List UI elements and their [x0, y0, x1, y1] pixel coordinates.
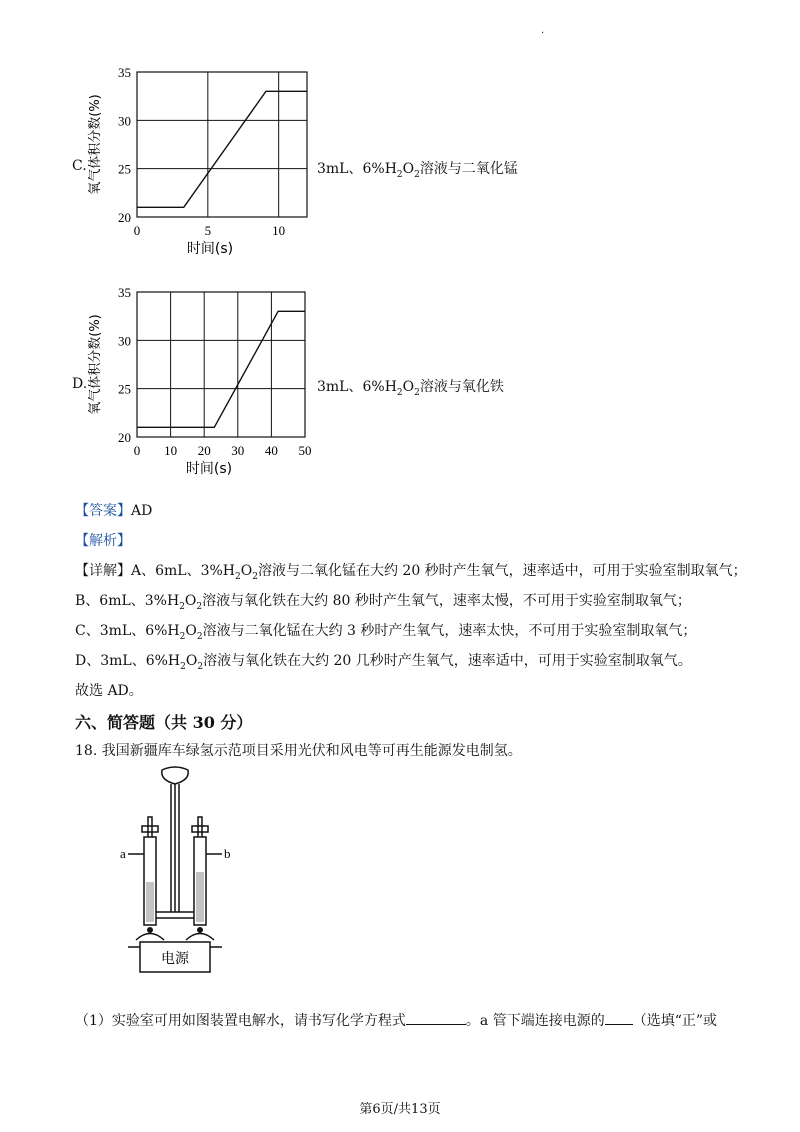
- chart-c-caption: 3mL、$6\%H_2O_2$溶液与二氧化锰: [317, 161, 518, 180]
- y-tick-label: 35: [118, 65, 131, 80]
- answer-label: 【答案】: [75, 503, 131, 519]
- plot-frame: [137, 72, 307, 217]
- analysis-label: 【解析】: [75, 533, 131, 549]
- question-18-1: （1）实验室可用如图装置电解水，请书写化学方程式 。a 管下端连接电源的 （选填“正”或: [75, 1013, 718, 1029]
- x-tick-label: 30: [231, 443, 245, 458]
- x-tick-label: 20: [197, 443, 211, 458]
- label-b: b: [224, 846, 231, 861]
- y-tick-label: 20: [118, 210, 131, 225]
- x-tick-label: 10: [164, 443, 178, 458]
- power-label: 电源: [161, 951, 189, 967]
- conclusion-line: 故选 AD。: [75, 683, 143, 699]
- series-line: [137, 91, 307, 207]
- x-tick-label: 40: [264, 443, 278, 458]
- detail-line-c: C、3mL、$6\%H_2O_2$溶液与二氧化锰在大约 3 秒时产生氧气，速率太快，不可用于实验室制取氧气；: [75, 623, 697, 642]
- section-title: 六、简答题（共 30 分）: [75, 713, 253, 732]
- x-tick-label: 0: [133, 443, 141, 458]
- y-tick-label: 30: [118, 333, 131, 349]
- reservoir-funnel: [162, 767, 188, 784]
- x-axis-label: 时间(s): [185, 461, 233, 477]
- x-axis-label: 时间(s): [186, 241, 234, 257]
- electrolysis-apparatus-figure: [118, 762, 248, 982]
- answer-line: [75, 500, 152, 520]
- page-footer: 第6页/共13页: [359, 1102, 441, 1117]
- option-c-label: C.: [72, 158, 87, 174]
- x-tick-label: 10: [272, 223, 286, 238]
- line-chart-option-c: [85, 60, 315, 255]
- y-axis-label: 氧气体积分数(%): [88, 94, 103, 195]
- electrode-blank[interactable]: [605, 1012, 633, 1025]
- detail-line-a: 【详解】A、6mL、$3\%H_2O_2$溶液与二氧化锰在大约 20 秒时产生氧气，速率适中，可用于实验室制取氧气；: [75, 563, 747, 582]
- detail-line-b: B、6mL、$3\%H_2O_2$溶液与氧化铁在大约 80 秒时产生氧气，速率太慢，不可用于实验室制取氧气；: [75, 593, 691, 612]
- answer-value: AD: [131, 503, 153, 519]
- chart-d-caption: 3mL、$6\%H_2O_2$溶液与氧化铁: [317, 379, 504, 398]
- x-tick-label: 0: [133, 223, 141, 238]
- x-tick-label: 5: [204, 223, 212, 238]
- option-d-label: D.: [72, 376, 88, 392]
- x-tick-label: 50: [298, 443, 312, 458]
- question-18: 18. 我国新疆库车绿氢示范项目采用光伏和风电等可再生能源发电制氢。: [75, 743, 522, 759]
- y-tick-label: 25: [118, 161, 131, 177]
- line-chart-option-d: [85, 280, 320, 475]
- y-tick-label: 30: [118, 113, 131, 129]
- series-line: [137, 311, 305, 427]
- y-tick-label: 20: [118, 430, 131, 445]
- detail-line-d: D、3mL、$6\%H_2O_2$溶液与氧化铁在大约 20 几秒时产生氧气，速率适中，可用于实验室制取氧气。: [75, 653, 692, 672]
- y-tick-label: 35: [118, 285, 131, 300]
- header-dot: ·: [541, 28, 545, 39]
- equation-blank[interactable]: [406, 1012, 466, 1025]
- label-a: a: [120, 846, 126, 861]
- y-tick-label: 25: [118, 381, 131, 397]
- y-axis-label: 氧气体积分数(%): [88, 314, 103, 415]
